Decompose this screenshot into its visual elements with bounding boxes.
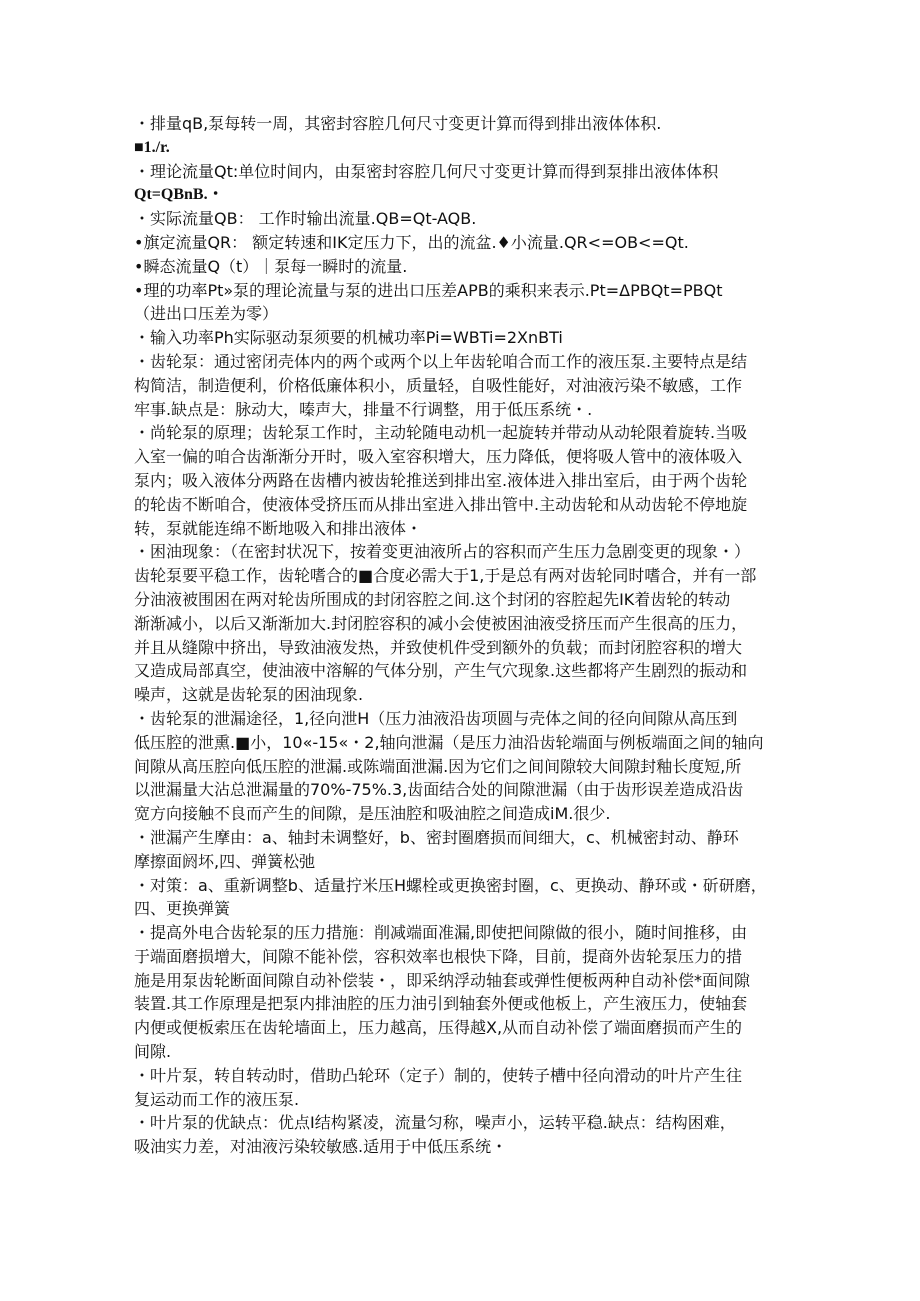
text-line: 间隙. [134,1042,172,1062]
text-line: 以泄漏量大沾总泄漏量的70%-75%.3,齿面结合处的间隙泄漏（由于齿形误差造成沿齿 [134,780,744,800]
text-line: 又造成局部真空，使油液中溶解的气体分别，产生气穴现象.这些都将产生剧烈的振动和 [134,661,748,681]
text-line: ・提高外电合齿轮泵的压力措施：削减端面准漏,即使把间隙做的很小，随时间推移，由 [134,923,748,943]
text-line: ・齿轮泵：通过密闭壳体内的两个或两个以上年齿轮咱合而工作的液压泵.主要特点是结 [134,351,748,371]
text-line: •瞬态流量Q（t）｜泵每一瞬时的流量. [134,256,408,276]
text-line: 间隙从高压腔向低压腔的泄漏.或陈端面泄漏.因为它们之间间隙较大间隙封釉长度短,所 [134,756,742,776]
text-line: ・实际流量QB： 工作时输出流量.QB=Qt-AQB. [134,209,477,229]
text-line: Qt=QBnB.・ [134,186,224,204]
text-line: ・对策：a、重新调整b、适量拧米压H螺栓或更换密封圈，c、更换动、静环或・斫研磨， [134,875,767,895]
text-line: ・困油现象：（在密封状况下，按着变更油液所占的容积而产生压力急剧变更的现象・） [134,542,751,562]
text-line: •理的功率Pt»泵的理论流量与泵的进出口压差APB的乘积来表示.Pt=ΔPBQt=PBQt [134,280,723,300]
text-line: 施是用泵齿轮断面间隙自动补偿装・，即采纳浮动轴套或弹性便板两种自动补偿*面间隙 [134,970,751,990]
text-line: 并且从缝隙中挤出，导致油液发热，并致使机件受到额外的负载；而封闭腔容积的增大 [134,637,743,657]
text-line: ・尚轮泵的原理；齿轮泵工作时，主动轮随电动机一起旋转并带动从动轮限着旋转.当吸 [134,423,748,443]
text-line: 齿轮泵要平稳工作，齿轮嗜合的■合度必需大于1,于是总有两对齿轮同时嗜合，并有一部 [134,566,757,586]
text-line: ・泄漏产生摩由：a、轴封未调整好，b、密封圈磨损而间细大，c、机械密封动、静环 [134,827,739,847]
text-line: •旗定流量QR： 额定转速和IK定压力下，出的流盆.♦小流量.QR<=OB<=Qt. [134,232,689,252]
text-line: 宽方向接触不良而产生的间隙，是压油腔和吸油腔之间造成iM.很少. [134,804,611,824]
text-line: ・理论流量Qt:单位时间内，由泵密封容腔几何尺寸变更计算而得到泵排出液体体积 [134,161,719,181]
text-line: 复运动而工作的液压泵. [134,1089,300,1109]
text-line: ・叶片泵，转自转动时，借助凸轮环（定子）制的，使转子槽中径向滑动的叶片产生往 [134,1065,743,1085]
text-line: 构简洁，制造便利，价格低廉体积小，质量轻，自吸性能好，对油液污染不敏感，工作 [134,375,743,395]
text-line: 吸油实力差，对油液污染较敏感.适用于中低压系统・ [134,1137,508,1157]
text-line: 内便或便板索压在齿轮墙面上，压力越高，压得越X,从而自动补偿了端面磨损而产生的 [134,1018,743,1038]
text-line: 的轮齿不断咱合，使液体受挤压而从排出室进入排出管中.主动齿轮和从动齿轮不停地旋 [134,494,748,514]
text-line: 转，泵就能连绵不断地吸入和排出液体・ [134,518,423,538]
text-line: ・输入功率Ph实际驱动泵须要的机械功率Pi=WBTi=2XnBTi [134,328,563,348]
text-line: 噪声，这就是齿轮泵的困油现象. [134,685,364,705]
text-line: 渐渐减小，以后又渐渐加大.封闭腔容积的减小会使被困油液受挤压而产生很高的压力， [134,613,748,633]
text-line: 四、更换弹簧 [134,899,231,919]
text-line: 分油液被围困在两对轮齿所围成的封闭容腔之间.这个封闭的容腔起先IK着齿轮的转动 [134,589,731,609]
text-line: 牢事.缺点是：脉动大，嗪声大，排量不行调整，用于低压系统・. [134,399,593,419]
text-line: ・叶片泵的优缺点：优点I结构紧凌，流量匀称，噪声小，运转平稳.缺点：结构困难， [134,1113,736,1133]
text-line: ・排量qB,泵每转一周，其密封容腔几何尺寸变更计算而得到排出液体体积. [134,114,662,133]
text-line: 入室一偏的咱合齿渐渐分开时，吸入室容积增大，压力降低，便将吸人管中的液体吸入 [134,447,743,467]
text-line: ・齿轮泵的泄漏途径，1,径向泄H（压力油液沿齿项圆与壳体之间的径向间隙从高压到 [134,708,738,728]
text-line: 摩擦面阏坏,四、弹簧松弛 [134,851,316,871]
text-line: ■1./r. [134,138,170,156]
text-line: 于端面磨损增大，间隙不能补偿，容积效率也根快下降，目前，提商外齿轮泵压力的措 [134,946,743,966]
text-line: 泵内；吸入液体分两路在齿槽内被齿轮推送到排出室.液体进入排出室后，由于两个齿轮 [134,470,748,490]
text-line: （进出口压差为零） [134,304,279,324]
text-line: 低压腔的泄熏.■小，10«-15«・2,轴向泄漏（是压力油沿齿轮端面与例板端面之间的轴向 [134,732,764,752]
document-body [134,112,794,1159]
text-line: 装置.其工作原理是把泵内排油腔的压力油引到轴套外便或他板上，产生液压力，使轴套 [134,994,748,1014]
